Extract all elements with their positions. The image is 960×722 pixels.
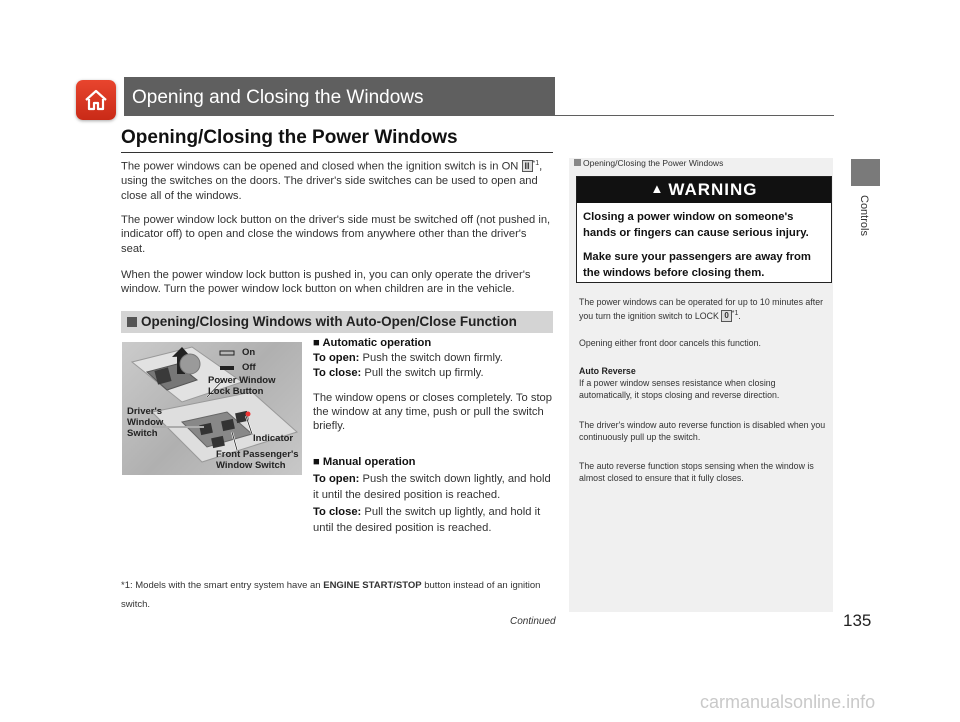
lock-key-position: 0: [721, 310, 731, 322]
square-bullet-icon: [127, 317, 137, 327]
continued-label: Continued: [510, 616, 556, 627]
manual-operation-heading: ■ Manual operation: [313, 456, 416, 468]
page-number: 135: [843, 611, 872, 630]
footnote: *1: Models with the smart entry system have an ENGINE START/STOP button instead of an ignition switch.: [121, 580, 541, 610]
auto-reverse-heading: Auto Reverse: [579, 366, 636, 376]
fig-label-passenger-2: Window Switch: [216, 460, 286, 471]
fig-label-lock-2: Lock Button: [208, 386, 264, 397]
automatic-open-line: To open: Push the switch down firmly.: [313, 352, 503, 364]
sidebar-heading: Opening/Closing the Power Windows: [574, 158, 723, 168]
title-divider: [124, 115, 834, 116]
chapter-tab-label[interactable]: Controls: [858, 195, 870, 236]
fig-label-lock-1: Power Window: [208, 375, 276, 386]
fig-label-on: On: [242, 347, 256, 358]
warning-header: ▲ WARNING: [577, 177, 831, 203]
window-switch-illustration: [122, 342, 302, 475]
automatic-close-line: To close: Pull the switch up firmly.: [313, 367, 484, 379]
warning-triangle-icon: ▲: [650, 181, 665, 196]
fig-label-off: Off: [242, 362, 256, 373]
home-icon: [83, 87, 109, 113]
fig-label-driver-1: Driver's: [127, 406, 163, 417]
sidebar-text-2: Opening either front door cancels this function.: [579, 338, 761, 348]
fig-label-driver-2: Window: [127, 417, 164, 428]
watermark: carmanualsonline.info: [700, 692, 876, 712]
chapter-tab-marker[interactable]: [851, 159, 880, 186]
manual-operation: [313, 454, 558, 537]
fig-label-passenger-1: Front Passenger's: [216, 449, 299, 460]
intro-paragraph-1: The power windows can be opened and closed when the ignition switch is in ON II $^{*1}$, using the switches on the doors. The driver's side switches can be used to open and close all of the windows.: [121, 160, 543, 202]
intro-paragraph-2: The power window lock button on the driver's side must be switched off (not pushed in, indicator off) to open and close the windows from anywhere other than the driver's seat.: [121, 214, 551, 255]
intro-paragraph-3: When the power window lock button is pushed in, you can only operate the driver's window. Turn the power window lock button on when children are in the vehicle.: [121, 269, 531, 296]
auto-reverse-text: If a power window senses resistance when closing automatically, it stops closing and reverse direction.: [579, 378, 780, 401]
subsection-title: Opening/Closing Windows with Auto-Open/Close Function: [121, 311, 553, 333]
home-button[interactable]: [76, 80, 116, 120]
fig-label-indicator: Indicator: [253, 433, 294, 444]
manual-open-line: To open: Push the switch down lightly, and hold it until the desired position is reached.: [313, 472, 551, 501]
automatic-operation-heading: ■ Automatic operation: [313, 337, 432, 349]
section-divider: [121, 152, 553, 153]
automatic-operation: [313, 336, 558, 433]
automatic-note: The window opens or closes completely. To stop the window at any time, push or pull the switch briefly.: [313, 392, 552, 432]
section-title: Opening/Closing the Power Windows: [121, 127, 458, 148]
sidebar-text-1: The power windows can be operated for up to 10 minutes after you turn the ignition switch to LOCK 0 $^{*1}$.: [579, 297, 824, 322]
sidebar-text-3: The driver's window auto reverse function is disabled when you continuously pull up the switch.: [579, 420, 826, 443]
warning-box: [576, 176, 832, 283]
fig-label-driver-3: Switch: [127, 428, 158, 439]
warning-text: Closing a power window on someone's hands or fingers can cause serious injury. Make sure your passengers are away from the windows before closing them.: [583, 211, 811, 279]
chapter-title: Opening and Closing the Windows: [124, 77, 555, 115]
sidebar-text-4: The auto reverse function stops sensing when the window is almost closed to ensure that it fully closes.: [579, 461, 814, 484]
small-square-icon: [574, 159, 581, 166]
manual-close-line: To close: Pull the switch up lightly, and hold it until the desired position is reached.: [313, 505, 541, 534]
ignition-key-position: II: [522, 160, 533, 172]
